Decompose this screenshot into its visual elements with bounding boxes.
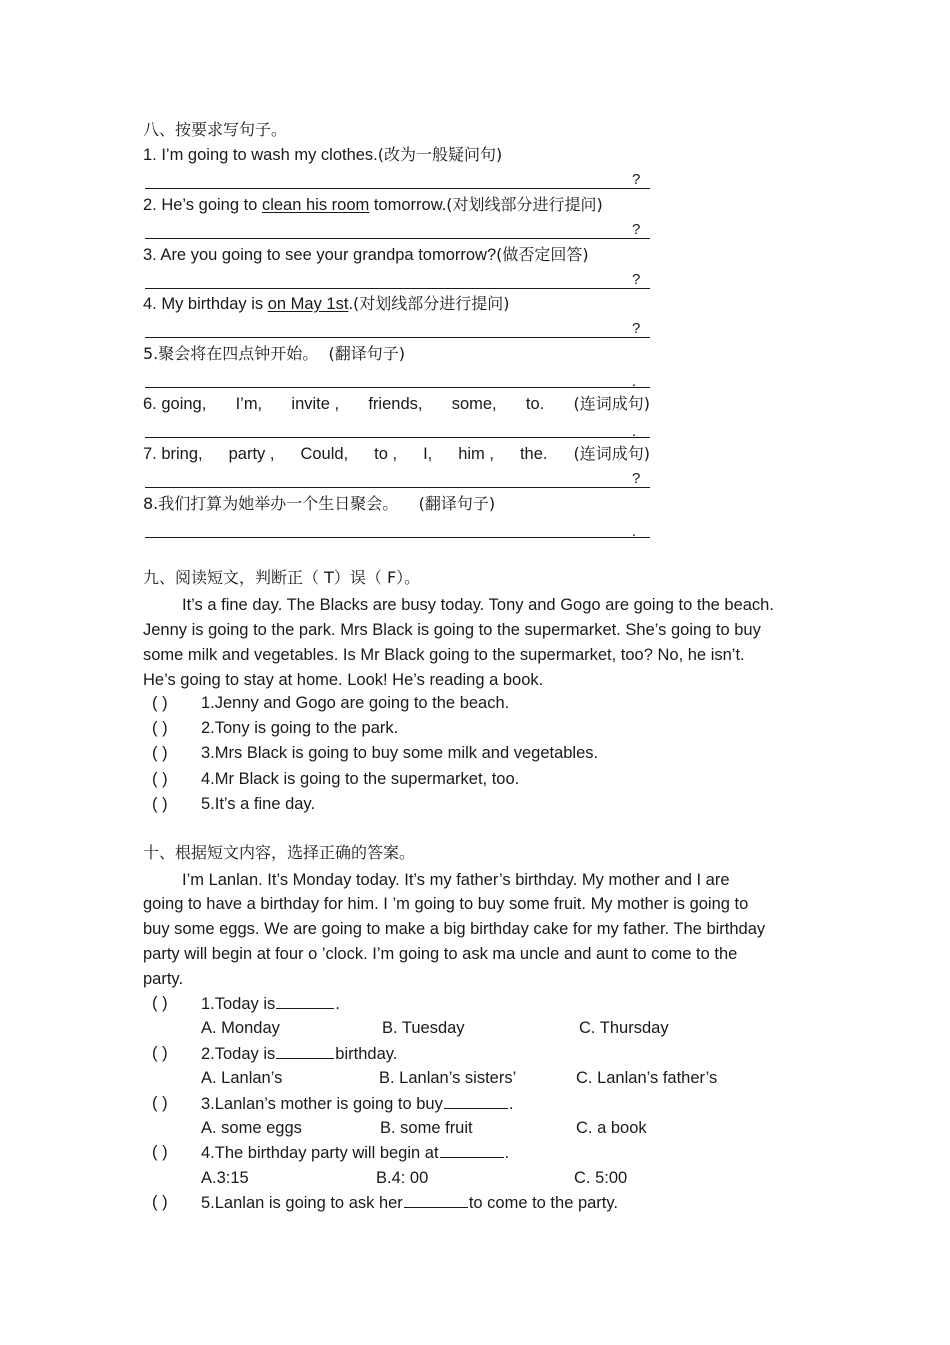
question-text: 4. My birthday is (143, 295, 268, 313)
answer-paren[interactable]: ( ) (152, 994, 168, 1012)
question-8-5 (143, 344, 405, 364)
answer-line-2[interactable] (145, 238, 650, 239)
passage-line: Jenny is going to the park. Mrs Black is going to the supermarket. She’s going to buy (143, 621, 761, 639)
question-requirement: (对划线部分进行提问) (446, 195, 603, 214)
answer-blank[interactable] (276, 993, 334, 1009)
question-text: 1. I’m going to wash my clothes. (143, 146, 378, 164)
answer-line-8[interactable] (145, 537, 650, 538)
question-requirement: (做否定回答) (496, 245, 589, 264)
option-a: A. some eggs (201, 1119, 302, 1137)
answer-paren[interactable]: ( ) (152, 694, 168, 712)
answer-blank[interactable] (440, 1142, 504, 1158)
word-card: to. (525, 395, 545, 413)
question-requirement: (对划线部分进行提问) (353, 294, 510, 313)
answer-end-mark: ? (632, 171, 641, 188)
word-card: the. (519, 445, 548, 463)
answer-paren[interactable]: ( ) (152, 744, 168, 762)
answer-line-5[interactable] (145, 387, 650, 388)
question-requirement: (连词成句) (573, 394, 650, 413)
passage-line: party will begin at four o ’clock. I’m going to ask ma uncle and aunt to come to the (143, 945, 738, 963)
question-text-end: . (348, 295, 354, 313)
answer-line-3[interactable] (145, 288, 650, 289)
mc-question (201, 1142, 509, 1163)
word-card: some, (451, 395, 497, 413)
underlined-part: on May 1st (267, 295, 349, 313)
tf-item: 4.Mr Black is going to the supermarket, too. (201, 770, 520, 788)
word-card: him , (458, 445, 494, 463)
option-b: B.4: 00 (376, 1169, 429, 1187)
answer-paren[interactable]: ( ) (152, 770, 168, 788)
passage-line: He’s going to stay at home. Look! He’s reading a book. (143, 671, 544, 689)
mc-question (201, 993, 340, 1014)
question-text-end: . (504, 1144, 510, 1162)
passage-line: some milk and vegetables. Is Mr Black going to the supermarket, too? No, he isn’t. (143, 646, 745, 664)
tf-item: 3.Mrs Black is going to buy some milk and vegetables. (201, 744, 599, 762)
answer-end-mark: ? (632, 470, 641, 487)
question-requirement: (改为一般疑问句) (377, 145, 503, 164)
answer-blank[interactable] (276, 1043, 334, 1059)
word-card: I’m, (235, 395, 263, 413)
word-card: I, (423, 445, 433, 463)
answer-blank[interactable] (444, 1093, 508, 1109)
mc-question (201, 1192, 618, 1213)
question-text-end: . (335, 995, 340, 1013)
question-requirement: (翻译句子) (418, 494, 496, 513)
question-text: 2.Today is (201, 1045, 276, 1063)
answer-paren[interactable]: ( ) (152, 1193, 168, 1211)
section-9-title: 九、阅读短文，判断正（ T）误（ F）。 (143, 568, 421, 587)
option-b: B. some fruit (380, 1119, 473, 1137)
question-text: 8.我们打算为她举办一个生日聚会。 (143, 494, 399, 513)
option-b: B. Tuesday (382, 1019, 465, 1037)
question-8-2 (143, 195, 603, 215)
answer-end-mark: ? (632, 320, 641, 337)
question-requirement: (连词成句) (573, 444, 650, 463)
question-8-1 (143, 145, 502, 165)
answer-paren[interactable]: ( ) (152, 795, 168, 813)
option-c: C. Lanlan’s father’s (576, 1069, 718, 1087)
passage-line: buy some eggs. We are going to make a big birthday cake for my father. The birthday (143, 920, 766, 938)
passage-line: I’m Lanlan. It’s Monday today. It’s my father’s birthday. My mother and I are (182, 871, 730, 889)
passage-line: party. (143, 970, 184, 988)
option-a: A.3:15 (201, 1169, 249, 1187)
underlined-part: clean his room (261, 196, 370, 214)
answer-line-6[interactable] (145, 437, 650, 438)
answer-paren[interactable]: ( ) (152, 719, 168, 737)
word-card: Could, (300, 445, 349, 463)
word-card: friends, (368, 395, 423, 413)
passage-line: It’s a fine day. The Blacks are busy today. Tony and Gogo are going to the beach. (182, 596, 774, 614)
word-card: 6. going, (143, 395, 207, 413)
option-c: C. 5:00 (574, 1169, 628, 1187)
question-text: 1.Today is (201, 995, 276, 1013)
answer-blank[interactable] (404, 1192, 468, 1208)
mc-question (201, 1043, 397, 1064)
passage-line: going to have a birthday for him. I ’m going to buy some fruit. My mother is going to (143, 895, 749, 913)
question-text: 2. He’s going to (143, 196, 262, 214)
word-card: to , (374, 445, 398, 463)
section-10-title: 十、根据短文内容，选择正确的答案。 (143, 843, 416, 862)
question-text-end: tomorrow. (369, 196, 447, 214)
question-text: 4.The birthday party will begin at (201, 1144, 439, 1162)
option-c: C. a book (576, 1119, 647, 1137)
answer-paren[interactable]: ( ) (152, 1094, 168, 1112)
answer-end-mark: ? (632, 221, 641, 238)
tf-item: 2.Tony is going to the park. (201, 719, 399, 737)
question-8-8 (143, 494, 495, 514)
answer-end-mark: ? (632, 271, 641, 288)
answer-line-4[interactable] (145, 337, 650, 338)
option-a: A. Monday (201, 1019, 280, 1037)
word-card: 7. bring, (143, 445, 203, 463)
tf-item: 1.Jenny and Gogo are going to the beach. (201, 694, 510, 712)
option-b: B. Lanlan’s sisters’ (379, 1069, 517, 1087)
question-text: 3. Are you going to see your grandpa tomorrow? (143, 246, 497, 264)
word-card: invite , (291, 395, 340, 413)
question-text: 5.Lanlan is going to ask her (201, 1194, 403, 1212)
question-8-4 (143, 294, 510, 314)
question-text: 5.聚会将在四点钟开始。 (143, 344, 319, 363)
answer-end-mark: . (632, 373, 637, 390)
question-8-3 (143, 245, 589, 265)
answer-paren[interactable]: ( ) (152, 1044, 168, 1062)
question-text-end: birthday. (335, 1045, 398, 1063)
answer-line-7[interactable] (145, 487, 650, 488)
question-text: 3.Lanlan’s mother is going to buy (201, 1095, 443, 1113)
question-8-6 (143, 394, 650, 414)
answer-paren[interactable]: ( ) (152, 1143, 168, 1161)
question-text-end: . (508, 1095, 514, 1113)
question-requirement: (翻译句子) (328, 344, 405, 363)
answer-end-mark: . (632, 423, 637, 440)
word-card: party , (228, 445, 275, 463)
question-text-end: to come to the party. (468, 1194, 618, 1212)
mc-question (201, 1093, 513, 1114)
section-8-title: 八、按要求写句子。 (143, 120, 288, 139)
question-8-7 (143, 444, 650, 464)
option-c: C. Thursday (579, 1019, 669, 1037)
option-a: A. Lanlan’s (201, 1069, 283, 1087)
tf-item: 5.It’s a fine day. (201, 795, 316, 813)
answer-line-1[interactable] (145, 188, 650, 189)
answer-end-mark: . (632, 523, 637, 540)
